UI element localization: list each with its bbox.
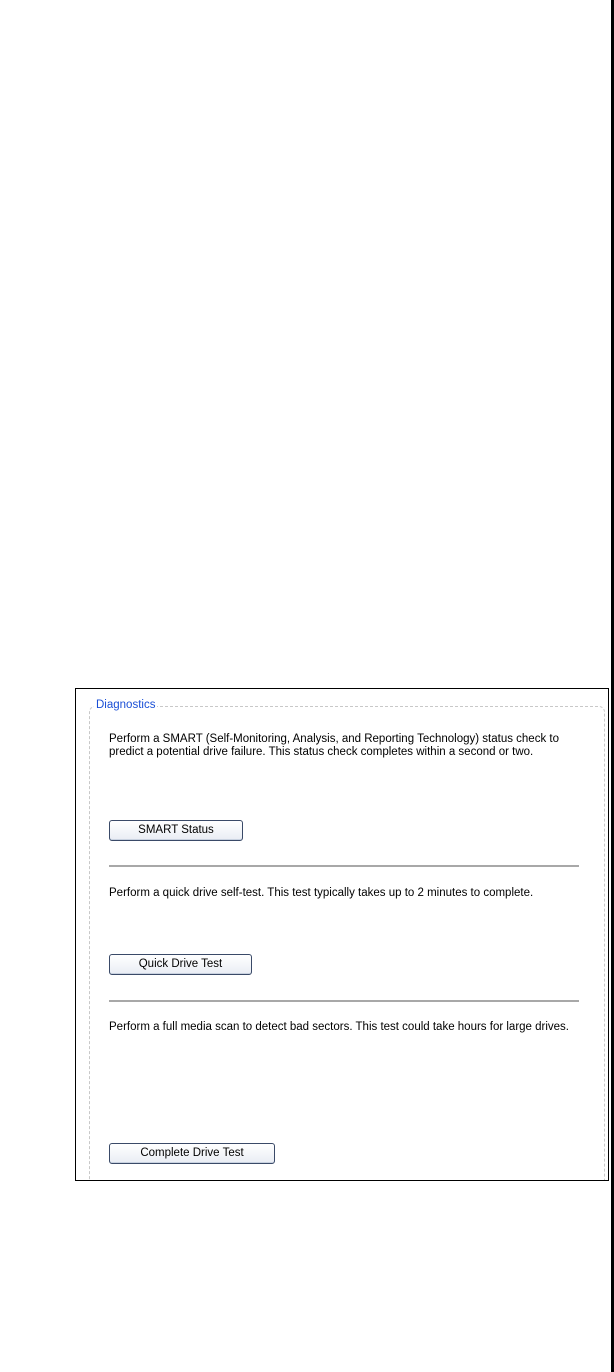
quick-drive-test-button[interactable]: Quick Drive Test [109,954,252,975]
smart-status-section [109,733,579,759]
complete-drive-test-description: Perform a full media scan to detect bad sectors. This test could take hours for large drives. [109,1021,570,1033]
diagnostics-screenshot [75,688,609,1181]
complete-drive-test-button[interactable]: Complete Drive Test [109,1143,275,1164]
quick-drive-test-section [109,887,579,900]
section-divider [109,1000,579,1002]
smart-status-description: Perform a SMART (Self-Monitoring, Analysis, and Reporting Technology) status check to predict a potential drive failure. This status check completes within a second or two. [109,733,559,758]
section-divider [109,865,579,867]
diagnostics-legend: Diagnostics [96,699,156,711]
smart-status-button[interactable]: SMART Status [109,820,243,841]
quick-drive-test-description: Perform a quick drive self-test. This test typically takes up to 2 minutes to complete. [109,887,534,899]
diagnostics-panel [89,706,605,1181]
complete-drive-test-section [109,1021,579,1034]
